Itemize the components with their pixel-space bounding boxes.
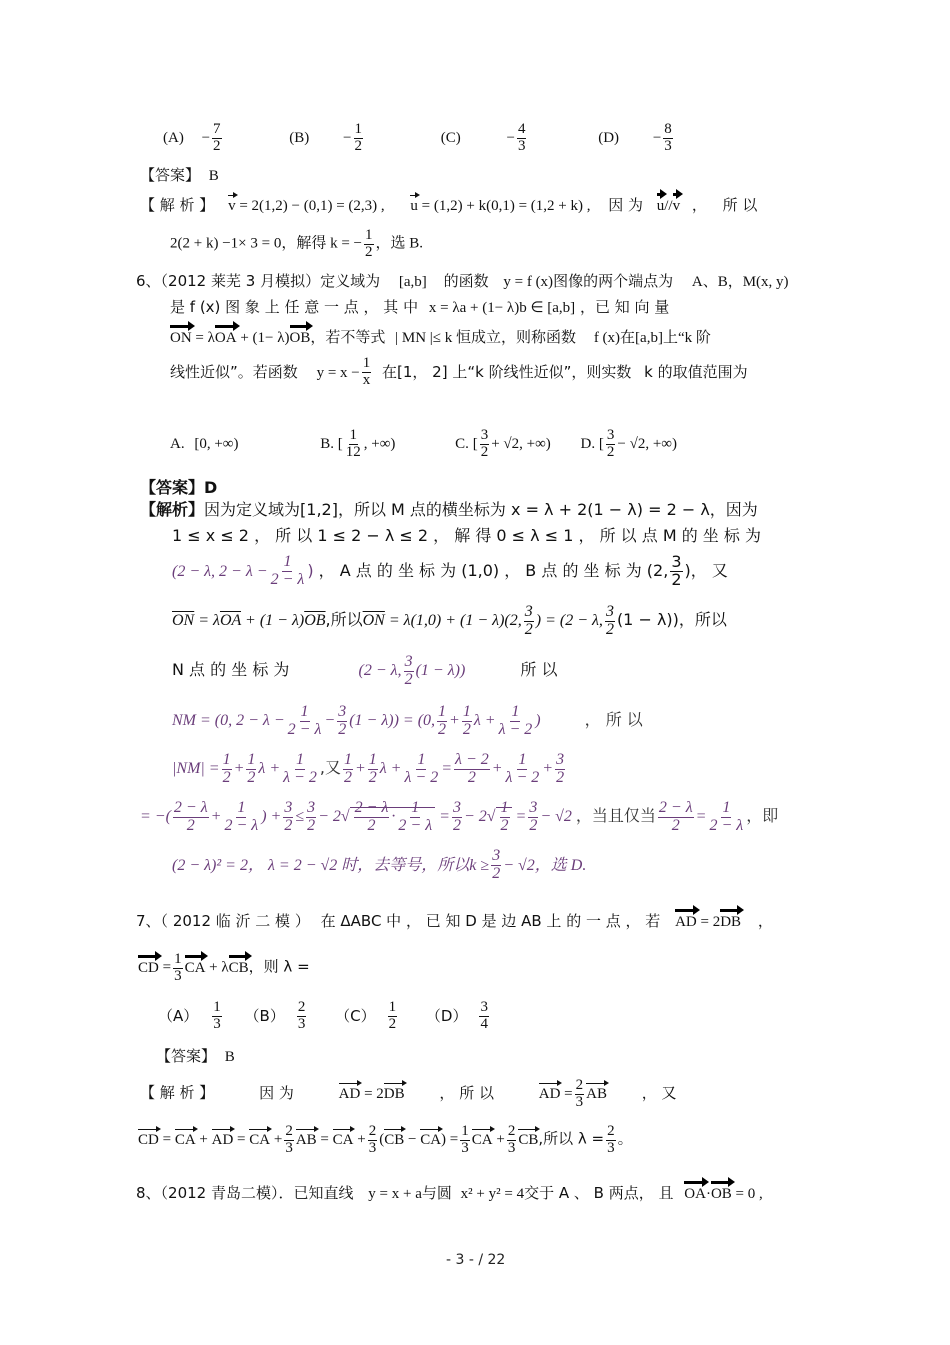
fraction: $\frac{3}{2}$ [606, 427, 615, 460]
q6-analysis-line6: NM = (0, 2 − λ − $\frac{1}{2 - \lambda}$ − $\frac{3}{2}$ (1 − λ)) = (0, $\frac{1}{2}$ + $\frac{1}{2}$ λ + $\frac{1}{\lambda - 2}$ ) ， 所 以 [172, 703, 643, 738]
q7-analysis-line2: CD = CA + AD = CA + $\frac{2}{3}$ AB = CA + $\frac{2}{3}$ (CB − CA) = $\frac{1}{3}$ CA + $\frac{2}{3}$ CB,所以 λ = $\frac{2}{3}$ 。 [138, 1123, 633, 1156]
fraction: $\frac{1}{3}$ [174, 951, 182, 984]
u-parallel-v: u//v [656, 198, 681, 214]
fraction: $\frac{3}{2}$ [480, 427, 489, 460]
fraction: $\frac{1}{x}$ [362, 355, 371, 388]
fraction: $\frac{3}{2}$ [524, 603, 533, 638]
q7-option-d: （D） $\frac{3}{4}$ [425, 999, 488, 1032]
q6-analysis-line7: |NM| = $\frac{1}{2}$ + $\frac{1}{2}$ λ + $\frac{1}{\lambda - 2}$ ,又 $\frac{1}{2}$ + $\frac{1}{2}$ λ + $\frac{1}{\lambda - 2}$ = $\frac{\lambda - 2}{2}$ + $\frac{1}{\lambda - 2}$ + $\frac{3}{2}$ [172, 751, 565, 786]
q6-stem-line2: 是 f (x) 图 象 上 任 意 一 点 ， 其 中 x = λa + (1− λ)b ∈ [a,b] ，已 知 向 量 [170, 298, 670, 316]
q6-analysis-line9: (2 − λ)² = 2， λ = 2 − √2 时，去等号，所以k ≥ $\frac{3}{2}$ − √2，选 D. [172, 847, 587, 882]
q5-option-c: (C) − $\frac{4}{3}$ [440, 121, 526, 154]
fraction: $\frac{1}{2 - \lambda}$ [270, 553, 305, 588]
q5-analysis-line2: 2(2 + k) −1× 3 = 0，解得 k = − $\frac{1}{2}$ ，选 B. [170, 227, 424, 260]
vector-u: u [410, 198, 418, 214]
vector-oa: OA [214, 330, 237, 346]
fraction: $\frac{8}{3}$ [664, 121, 672, 154]
vector-ad: AD [538, 1085, 561, 1102]
q7-option-a: （A） $\frac{1}{3}$ [158, 999, 221, 1032]
q8-stem: 8、（2012 青岛二模）．已知直线 y = x + a与圆 x² + y² = 4交于 A 、 B 两点， 且 OA·OB = 0 , [136, 1184, 763, 1202]
vector-ab: AB [586, 1085, 607, 1102]
q6-answer: 【答案】D [140, 478, 218, 497]
fraction: $\frac{2}{3}$ [575, 1077, 584, 1110]
q6-analysis-line1: 【解析】因为定义域为[1,2]，所以 M 点的横坐标为 x = λ + 2(1 − λ) = 2 − λ，因为 [140, 500, 758, 519]
q7-option-b: （B） $\frac{2}{3}$ [244, 999, 306, 1032]
q7-analysis-line1: 【 解 析 】 因 为 AD = 2DB ， 所 以 AD = $\frac{2}{3}$ AB ， 又 [140, 1077, 677, 1110]
q6-stem-line4: 线性近似”。若函数 y = x − $\frac{1}{x}$ 在[1， 2] 上“k 阶线性近似”，则实数 k 的取值范围为 [170, 355, 748, 388]
fraction: $\frac{3}{2}$ [605, 603, 614, 638]
vector-oa: $\overline{OA}$ [219, 611, 242, 629]
q6-stem-line1: 6、（2012 莱芜 3 月模拟）定义域为 [a,b] 的函数 y = f (x)图像的两个端点为 A、B，M(x, y) [136, 272, 789, 290]
fraction: $\frac{1}{2}$ [365, 227, 373, 260]
q6-stem-line3: ON = λOA + (1− λ)OB，若不等式 | MN |≤ k 恒成立，则称函数 f (x)在[a,b]上“k 阶 [170, 328, 711, 346]
q6-analysis-line4: $\overline{ON} = \lambda\overline{OA} + (1 - \lambda)\overline{OB}$,所以$\overline{ON} = \lambda(1,0) + (1 - \lambda)(2$, $\frac{3}{2}$ ) = (2 − λ, $\frac{3}{2}$ (1 − λ))，所以 [172, 603, 727, 638]
q7-answer: 【答案】 B [156, 1047, 235, 1065]
vector-ad: AD [675, 914, 697, 930]
fraction: $\frac{3}{2}$ [404, 653, 413, 688]
q5-options [163, 122, 675, 155]
q6-option-c: C. [ $\frac{3}{2}$ + √2, +∞) [455, 427, 551, 460]
vector-ob: OB [710, 1186, 732, 1202]
q6-option-b: B. [ $\frac{1}{12}$ , +∞) [320, 427, 396, 460]
vector-ad: AD [338, 1085, 361, 1102]
q5-option-d: (D) − $\frac{8}{3}$ [598, 121, 672, 154]
q6-options [170, 428, 677, 461]
q5-answer: 【答案】 B [140, 166, 219, 184]
vector-on: $\overline{ON}$ [172, 611, 195, 629]
vector-cd: CD [138, 959, 159, 976]
fraction: $\frac{7}{2}$ [213, 121, 221, 154]
page-number: - 3 - / 22 [446, 1252, 506, 1268]
q6-analysis-line8: = −( $\frac{2 - \lambda}{2}$ + $\frac{1}{2 - \lambda}$ ) + $\frac{3}{2}$ ≤ $\frac{3}{2}$ − 2√ $\frac{2 - \lambda}{2}$ · $\frac{1}{2 - \lambda}$ = $\frac{3}{2}$ − 2√ $\frac{1}{2}$ = $\frac{3}{2}$ − √2 ，当且仅当 $\frac{2 - \lambda}{2}$ = $\frac{1}{2 - \lambda}$ ，即 [140, 799, 779, 834]
q6-analysis-line5: N 点 的 坐 标 为 (2 − λ, $\frac{3}{2}$ (1 − λ)) 所 以 [172, 653, 558, 688]
q6-option-a: A. [0, +∞) [170, 435, 239, 452]
vector-on: ON [170, 330, 192, 346]
q7-option-c: （C） $\frac{1}{2}$ [335, 999, 397, 1032]
vector-ob: OB [289, 330, 311, 346]
q7-stem-line2: CD = $\frac{1}{3}$ CA + λCB，则 λ = [138, 951, 310, 984]
q5-option-b: (B) − $\frac{1}{2}$ [289, 121, 363, 154]
q5-option-a: (A) − $\frac{7}{2}$ [163, 121, 221, 154]
vector-v: v [228, 198, 236, 214]
fraction: $\frac{1}{12}$ [345, 427, 361, 460]
q7-stem-line1: 7、（ 2012 临 沂 二 模 ） 在 ΔABC 中 ， 已 知 D 是 边 AB 上 的 一 点 ， 若 AD = 2DB ， [136, 912, 773, 930]
vector-oa: OA [684, 1186, 706, 1202]
q6-option-d: D. [ $\frac{3}{2}$ − √2, +∞) [580, 427, 677, 460]
fraction: $\frac{4}{3}$ [517, 121, 526, 154]
q6-analysis-line2: 1 ≤ x ≤ 2 ， 所 以 1 ≤ 2 − λ ≤ 2 ， 解 得 0 ≤ λ ≤ 1 ， 所 以 点 M 的 坐 标 为 [172, 526, 761, 545]
vector-on: $\overline{ON}$ [362, 611, 385, 629]
vector-ca: CA [184, 959, 206, 976]
q6-analysis-line3: (2 − λ, 2 − λ − $\frac{1}{2 - \lambda}$ ) ， A 点 的 坐 标 为 (1,0) ， B 点 的 坐 标 为 (2, $\frac{3}{2}$ )， 又 [172, 552, 728, 589]
vector-cb: CB [228, 959, 249, 976]
q5-analysis-line1: 【 解 析 】 v = 2(1,2) − (0,1) = (2,3) , u = (1,2) + k(0,1) = (1,2 + k) , 因 为 u//v ， 所 以 [140, 196, 758, 214]
vector-db: DB [720, 914, 742, 930]
q7-options [158, 1000, 491, 1033]
vector-ob: $\overline{OB}$ [304, 611, 326, 629]
fraction: $\frac{3}{2}$ [671, 552, 682, 589]
vector-db: DB [383, 1085, 405, 1102]
fraction: $\frac{1}{2}$ [354, 121, 363, 154]
